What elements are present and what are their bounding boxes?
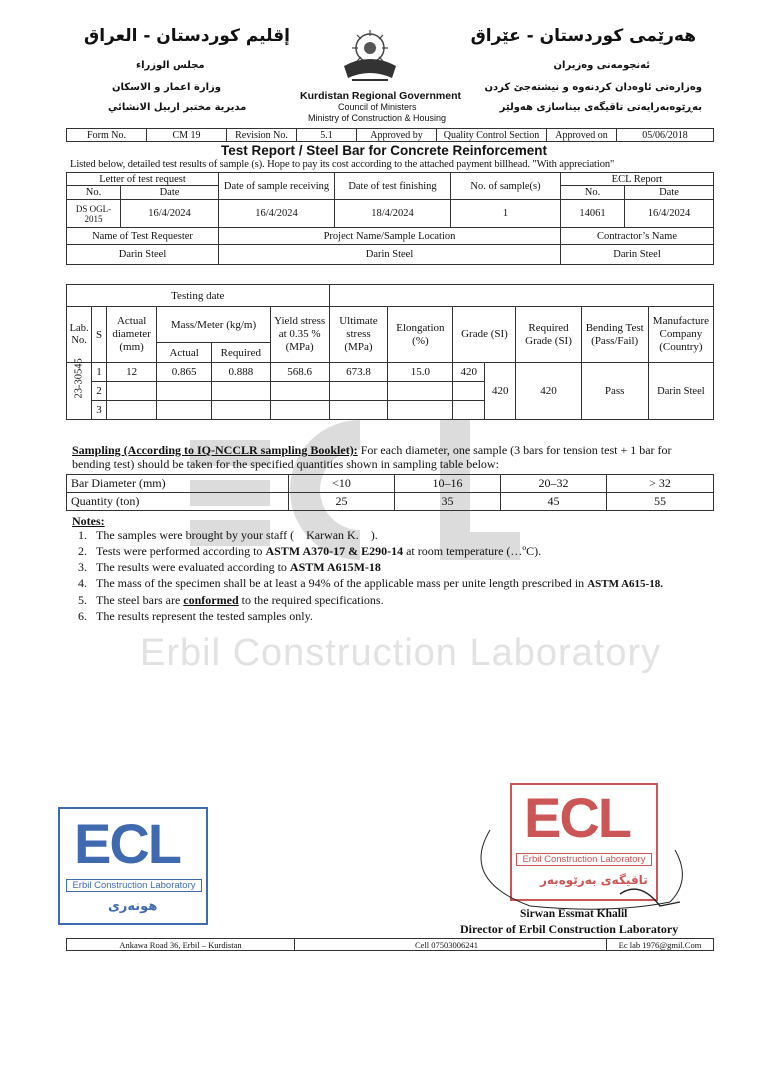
testing-date-value xyxy=(329,285,713,307)
no-samples-value: 1 xyxy=(451,200,561,228)
s-header: S xyxy=(92,307,107,363)
bar-diameter-1: <10 xyxy=(289,475,395,493)
requester-header: Name of Test Requester xyxy=(67,228,219,245)
sampling-heading: Sampling (According to IQ-NCCLR sampling Booklet): xyxy=(72,443,358,457)
quantity-label: Quantity (ton) xyxy=(67,493,289,511)
note-6-text: The results represent the tested samples only. xyxy=(96,609,313,623)
signature-title: Director of Erbil Construction Laboratory xyxy=(460,922,679,936)
bar-diameter-label: Bar Diameter (mm) xyxy=(67,475,289,493)
mass-required-header: Required xyxy=(211,343,270,363)
note-2-text-a: Tests were performed according to xyxy=(96,544,266,558)
grade-header: Grade (SI) xyxy=(453,307,516,363)
quantity-1: 25 xyxy=(289,493,395,511)
row-3-grade xyxy=(453,401,485,420)
note-2-standard: ASTM A370-17 & E290-14 xyxy=(265,544,404,558)
letter-date-header: Date xyxy=(121,186,219,200)
footer-table xyxy=(66,938,714,951)
note-2: 2. Tests were performed according to ASTM A370-17 & E290-14 at room temperature (…ºC). xyxy=(78,544,542,558)
elongation-header: Elongation (%) xyxy=(388,307,453,363)
note-4: 4. The mass of the specimen shall be at least a 94% of the applicable mass per unite length prescribed in ASTM A615-18. xyxy=(78,576,663,590)
bending-header: Bending Test (Pass/Fail) xyxy=(581,307,648,363)
ecl-report-header: ECL Report xyxy=(561,173,714,186)
row-3-elongation xyxy=(388,401,453,420)
project-header: Project Name/Sample Location xyxy=(219,228,561,245)
manufacturer-header: Manufacture Company (Country) xyxy=(648,307,713,363)
letter-no-header: No. xyxy=(67,186,121,200)
row-1-ultimate: 673.8 xyxy=(329,363,388,382)
letter-date-value: 16/4/2024 xyxy=(121,200,219,228)
row-2-grade xyxy=(453,382,485,401)
note-1-text-b: ). xyxy=(370,528,378,542)
quantity-2: 35 xyxy=(395,493,501,511)
mass-meter-header: Mass/Meter (kg/m) xyxy=(157,307,270,343)
approved-on-value: 05/06/2018 xyxy=(617,129,714,142)
header-left-title: إقليم كوردستان - العراق xyxy=(84,26,290,46)
header-center-line-3: Ministry of Construction & Housing xyxy=(308,113,447,123)
row-3-diameter xyxy=(106,401,156,420)
letter-request-header: Letter of test request xyxy=(67,173,219,186)
ecl-stamp-right-ku: تاقیگەی بەرێوەبەر xyxy=(540,873,648,887)
ecl-stamp-left-ku: هونەری xyxy=(108,899,158,914)
row-2-elongation xyxy=(388,382,453,401)
note-3: 3. The results were evaluated according to ASTM A615M-18 xyxy=(78,560,381,574)
note-1-text-a: The samples were brought by your staff ( xyxy=(96,528,295,542)
quantity-3: 45 xyxy=(501,493,607,511)
requester-value: Darin Steel xyxy=(67,245,219,265)
signature-name: Sirwan Essmat Khalil xyxy=(520,908,628,920)
row-2-s: 2 xyxy=(92,382,107,401)
bending-value: Pass xyxy=(581,363,648,420)
results-table xyxy=(66,284,714,420)
request-table xyxy=(66,172,714,265)
footer-email: Ec lab 1976@gmil.Com xyxy=(607,939,714,951)
grade-average: 420 xyxy=(484,363,516,420)
required-grade-header: Required Grade (SI) xyxy=(516,307,581,363)
watermark-text: Erbil Construction Laboratory xyxy=(140,632,662,674)
ecl-date-header: Date xyxy=(625,186,714,200)
lab-no-header: Lab. No. xyxy=(67,307,92,363)
date-finishing-value: 18/4/2024 xyxy=(335,200,451,228)
date-receiving-value: 16/4/2024 xyxy=(219,200,335,228)
note-5-text-a: The steel bars are xyxy=(96,593,184,607)
note-5: 5. The steel bars are conformed to the required specifications. xyxy=(78,593,384,607)
header-right-title: هەرێمی کوردستان - عێراق xyxy=(470,26,696,46)
note-1: 1. The samples were brought by your staff ( Karwan K. ). xyxy=(78,528,378,542)
contractor-header: Contractor’s Name xyxy=(561,228,714,245)
row-1-diameter: 12 xyxy=(106,363,156,382)
sampling-text: For each diameter, one sample (3 bars for tension test + 1 bar for bending test) should be taken for the specified quantities shown in sampling table below: xyxy=(72,443,672,471)
header-left-line-3: مديرية مختبر اربيل الانشائي xyxy=(108,102,247,113)
note-2-text-b: at room temperature (…ºC). xyxy=(403,544,542,558)
row-3-mass-actual xyxy=(157,401,212,420)
contractor-value: Darin Steel xyxy=(561,245,714,265)
row-3-mass-required xyxy=(211,401,270,420)
kurdistan-crest-icon xyxy=(338,22,402,86)
form-no-value: CM 19 xyxy=(147,129,227,142)
yield-header: Yield stress at 0.35 % (MPa) xyxy=(270,307,329,363)
lab-no-value xyxy=(67,357,92,420)
header-right-line-2: وەزارەتی ئاوەدان کردنەوە و نیشتەجێ کردن xyxy=(484,82,702,93)
row-2-yield xyxy=(270,382,329,401)
quantity-4: 55 xyxy=(607,493,714,511)
header-right-line-3: بەڕێوەبەرایەتی تاقیگەی بیناسازی هەولێر xyxy=(499,102,702,113)
note-3-text-a: The results were evaluated according to xyxy=(96,560,290,574)
footer-address: Ankawa Road 36, Erbil – Kurdistan xyxy=(67,939,295,951)
ecl-no-header: No. xyxy=(561,186,625,200)
header xyxy=(66,18,714,126)
intro-text: Listed below, detailed test results of sample (s). Hope to pay its cost according to the attached payment billhead. "With appreciation" xyxy=(70,159,615,170)
row-2-ultimate xyxy=(329,382,388,401)
lab-no-text: 23-30545 xyxy=(73,357,85,398)
form-no-label: Form No. xyxy=(67,129,147,142)
approved-on-label: Approved on xyxy=(547,129,617,142)
row-3-ultimate xyxy=(329,401,388,420)
row-2-mass-required xyxy=(211,382,270,401)
row-3-yield xyxy=(270,401,329,420)
no-samples-header: No. of sample(s) xyxy=(451,173,561,200)
row-1-mass-required: 0.888 xyxy=(211,363,270,382)
note-4-standard: ASTM A615-18. xyxy=(587,578,663,590)
ecl-stamp-right-logo: ECL xyxy=(524,786,630,849)
sampling-paragraph xyxy=(72,443,712,471)
note-5-text-b: to the required specifications. xyxy=(238,593,384,607)
bar-diameter-3: 20–32 xyxy=(501,475,607,493)
note-4-text-a: The mass of the specimen shall be at least a 94% of the applicable mass per unite length prescribed in xyxy=(96,576,588,590)
revision-label: Revision No. xyxy=(227,129,297,142)
date-receiving-header: Date of sample receiving xyxy=(219,173,335,200)
footer-cell: Cell 07503006241 xyxy=(295,939,607,951)
letter-no-value: DS OGL-2015 xyxy=(67,200,121,228)
ecl-stamp-left-logo: ECL xyxy=(74,812,180,875)
approved-by-value: Quality Control Section xyxy=(437,129,547,142)
header-center-line-1: Kurdistan Regional Government xyxy=(300,90,462,102)
header-center-line-2: Council of Ministers xyxy=(338,102,417,112)
actual-diameter-header: Actual diameter (mm) xyxy=(106,307,156,363)
form-info-table xyxy=(66,128,714,142)
row-2-diameter xyxy=(106,382,156,401)
row-1-yield: 568.6 xyxy=(270,363,329,382)
row-2-mass-actual xyxy=(157,382,212,401)
signature-icon xyxy=(470,810,700,920)
project-value: Darin Steel xyxy=(219,245,561,265)
ultimate-header: Ultimate stress (MPa) xyxy=(329,307,388,363)
sampling-table xyxy=(66,474,714,511)
row-1-mass-actual: 0.865 xyxy=(157,363,212,382)
date-finishing-header: Date of test finishing xyxy=(335,173,451,200)
testing-date-header: Testing date xyxy=(67,285,330,307)
ecl-date-value: 16/4/2024 xyxy=(625,200,714,228)
ecl-stamp-right-name: Erbil Construction Laboratory xyxy=(516,853,652,866)
required-grade-value: 420 xyxy=(516,363,581,420)
header-right-line-1: ئەنجومەنی وەزیران xyxy=(553,60,650,71)
note-3-standard: ASTM A615M-18 xyxy=(289,560,381,574)
ecl-stamp-left-name: Erbil Construction Laboratory xyxy=(66,879,202,892)
row-1-s: 1 xyxy=(92,363,107,382)
row-1-grade: 420 xyxy=(453,363,485,382)
page-title: Test Report / Steel Bar for Concrete Reinforcement xyxy=(220,143,548,158)
approved-by-label: Approved by xyxy=(357,129,437,142)
notes-heading: Notes: xyxy=(72,514,105,528)
header-left-line-2: وزارة اعمار و الاسكان xyxy=(112,82,222,93)
note-6: 6. The results represent the tested samples only. xyxy=(78,609,313,623)
ecl-no-value: 14061 xyxy=(561,200,625,228)
manufacturer-value: Darin Steel xyxy=(648,363,713,420)
mass-actual-header: Actual xyxy=(157,343,212,363)
revision-value: 5.1 xyxy=(297,129,357,142)
bar-diameter-2: 10–16 xyxy=(395,475,501,493)
ecl-stamp-left xyxy=(58,807,208,925)
notes-list xyxy=(72,528,712,623)
bar-diameter-4: > 32 xyxy=(607,475,714,493)
note-1-name: Karwan K. xyxy=(306,528,359,542)
note-5-conformed: conformed xyxy=(183,593,239,607)
header-left-line-1: مجلس الوزراء xyxy=(136,60,205,71)
row-1-elongation: 15.0 xyxy=(388,363,453,382)
row-3-s: 3 xyxy=(92,401,107,420)
